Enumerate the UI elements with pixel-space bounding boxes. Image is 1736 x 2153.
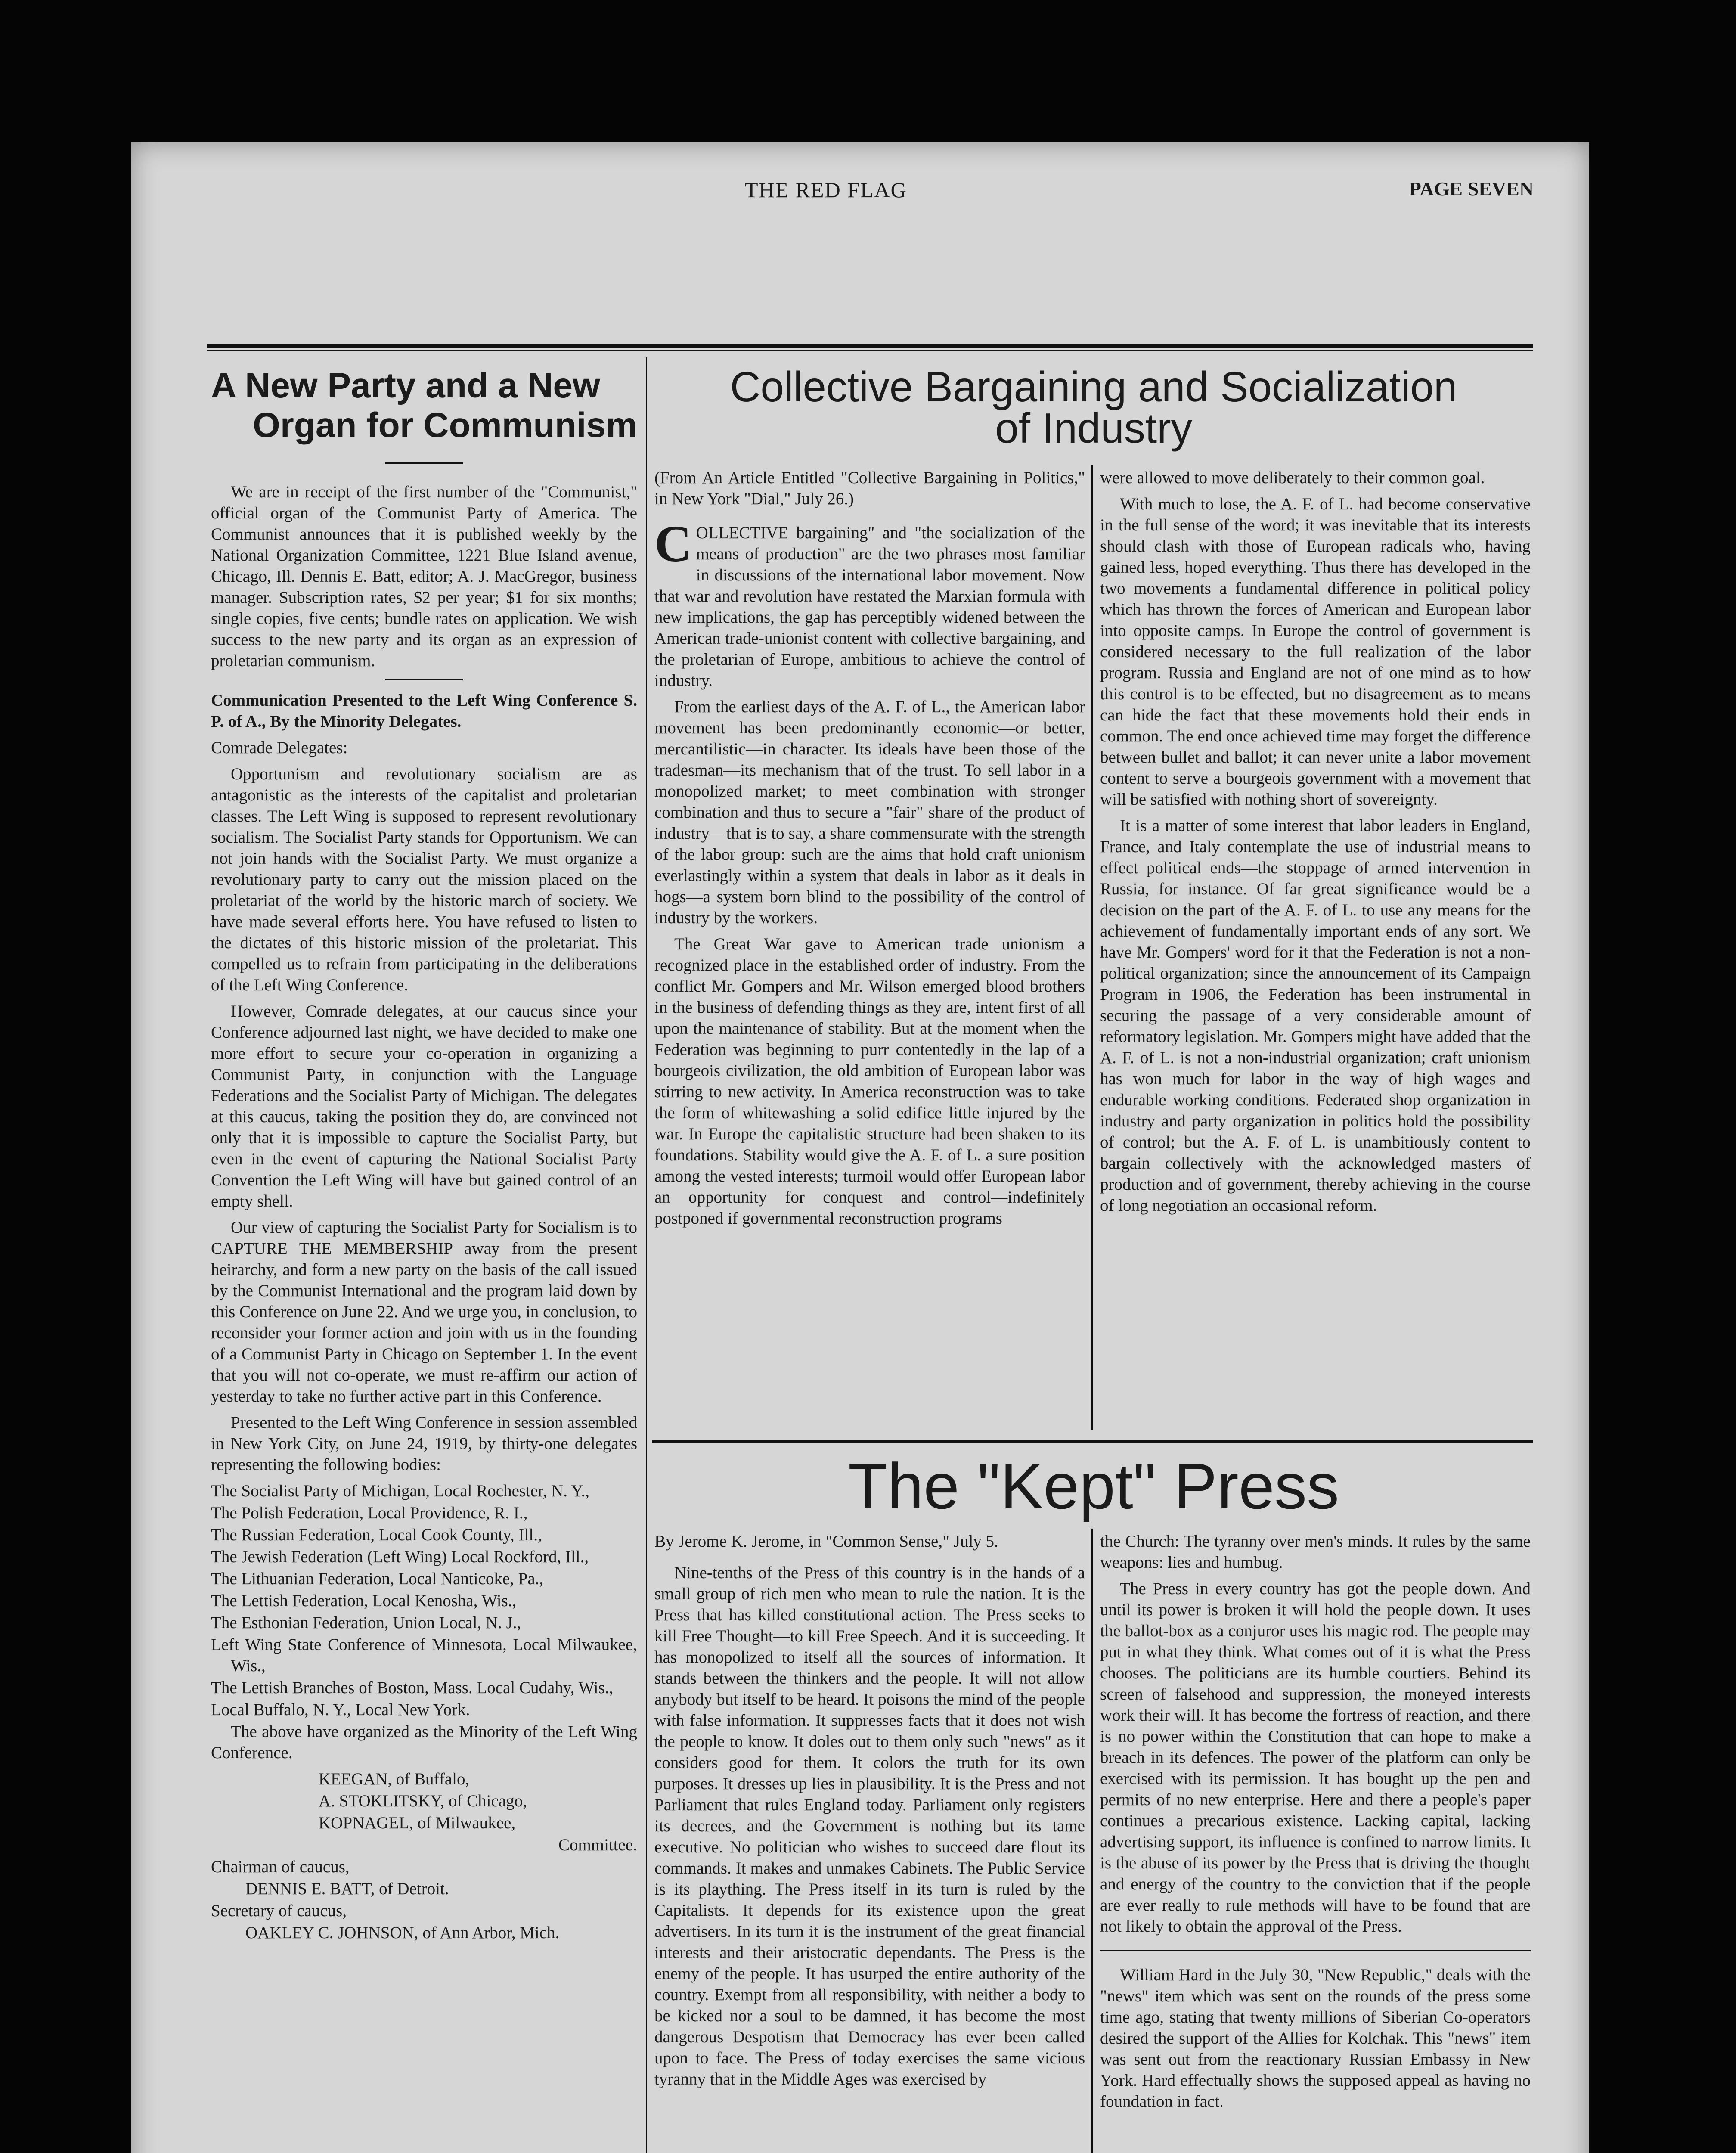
kept-column-1 <box>654 1531 1085 2095</box>
kept-paragraph-3: The Press in every country has got the people down. And until its power is broken it will hold the people down. It uses the ballot-box as a conjuror uses his magic rod. The people may put in what they think. What comes out of it is what the Press chooses. The politicians are its humble courtiers. Behind its screen of falsehood and suppression, the moneyed interests work their will. It has become the fortress of reaction, and there is no power within the Constitution that can hope to make a breach in its defences. The power of the platform can only be exercised with its permission. It has bought up the pen and permits of no new enterprise. Here and there a people's paper continues a precarious existence. Lacking capital, lacking advertising support, its influence is confined to narrow limits. It is the abuse of its power by the Press that is driving the thought and energy of the country to the conviction that if the people are ever really to rule methods will have to be found that are not likely to obtain the approval of the Press. <box>1100 1579 1531 1936</box>
list-item: The Lettish Branches of Boston, Mass. Local Cudahy, Wis., <box>211 1678 614 1697</box>
list-item: The Socialist Party of Michigan, Local Rochester, N. Y., <box>211 1482 590 1500</box>
bodies-list <box>211 1480 637 1720</box>
intro-paragraph: We are in receipt of the first number of the "Communist," official organ of the Communist Party of America. The Communist announces that it is published weekly by the National Organization Committee, 1221 Blue Island avenue, Chicago, Ill. Dennis E. Batt, editor; A. J. MacGregor, business manager. Subscription rates, $2 per year; $1 for six months; single copies, five cents; bundle rates on application. We wish success to the new party and its organ as an expression of proletarian communism. <box>211 483 637 670</box>
list-item: The Jewish Federation (Left Wing) Local Rockford, Ill., <box>211 1548 589 1566</box>
left-headline-line2: Organ for Communism <box>253 406 637 445</box>
collective-column-1 <box>654 467 1085 1234</box>
header-rule <box>207 344 1533 348</box>
collective-headline <box>654 363 1533 452</box>
left-headline-line1: A New Party and a New <box>211 366 600 405</box>
list-item: Left Wing State Conference of Minnesota, Local Milwaukee, Wis., <box>211 1635 637 1675</box>
signature-line: A. STOKLITSKY, of Chicago, <box>319 1792 527 1810</box>
signature-line: KOPNAGEL, of Milwaukee, <box>319 1814 516 1832</box>
communication-paragraph-1: Opportunism and revolutionary socialism are as antagonistic as the interests of the capitalist and proletarian classes. The Left Wing is supposed to represent revolutionary socialism. The Socialist Party stands for Opportunism. We can not join hands with the Socialist Party. We must organize a revolutionary party to carry out the mission placed on the proletariat of the world by the historic march of society. We have made several efforts here. You have refused to listen to the dictates of this historic mission of the proletariat. This compelled us to refrain from participating in the deliberations of the Left Wing Conference. <box>211 765 637 994</box>
minority-statement: The above have organized as the Minority of the Left Wing Conference. <box>211 1722 637 1762</box>
kept-press-headline: The "Kept" Press <box>848 1450 1339 1522</box>
page-number: PAGE SEVEN <box>1409 178 1534 200</box>
list-item: The Russian Federation, Local Cook County, Ill., <box>211 1526 542 1544</box>
collective-paragraph-6: It is a matter of some interest that labor leaders in England, France, and Italy contemplate the use of industrial means to effect political ends—the stoppage of armed intervention in Russia, for instance. Of far great significance would be a decision on the part of the A. F. of L. to use any means for the achievement of fundamentally important ends of any sort. We have Mr. Gompers' word for it that the Federation is not a non-political organization; since the announcement of its Campaign Program in 1906, the Federation has been instrumental in securing the passage of a very considerable amount of reformatory legislation. Mr. Gompers might have added that the A. F. of L. is not a non-industrial organization; craft unionism has won much for labor in the way of high wages and endurable working conditions. Federated shop organization in industry and party organization in politics hold the possibility of control; but the A. F. of L. is unambitiously content to bargain collectively with the acknowledged masters of production and of government, thereby achieving in the course of long negotiation an occasional reform. <box>1100 816 1531 1215</box>
kept-rule <box>1100 1950 1531 1951</box>
caucus-officers <box>211 1856 637 1943</box>
communication-paragraph-2: However, Comrade delegates, at our caucus since your Conference adjourned last night, we have decided to make one more effort to secure your co-operation in organizing a Communist Party, in conjunction with the Language Federations and the Socialist Party of Michigan. The delegates at this caucus, taking the position they do, are convinced not only that it is impossible to capture the Socialist Party, but even in the event of capturing the National Socialist Party Convention the Left Wing will have but gained control of an empty shell. <box>211 1002 637 1210</box>
section-rule <box>652 1440 1533 1443</box>
list-item: The Polish Federation, Local Providence, R. I., <box>211 1504 528 1522</box>
communication-subhead: Communication Presented to the Left Wing Conference S. P. of A., By the Minority Delegates. <box>211 691 637 731</box>
drop-cap: C <box>654 515 692 572</box>
collective-headline-line1: Collective Bargaining and Socialization <box>730 363 1457 410</box>
collective-paragraph-2: From the earliest days of the A. F. of L., the American labor movement has been predominantly economic—or better, mercantilistic—in character. Its ideals have been those of the tradesman—its mechanism that of the trust. To sell labor in a monopolized market; to meet combination with stronger combination and thus to secure a "fair" share of the product of industry—that is to say, a share commensurate with the strength of the labor group: such are the aims that hold craft unionism everlastingly within a system that deals in labor as it deals in hogs—a system born blind to the possibility of the control of industry by the workers. <box>654 698 1085 927</box>
signature-line: KEEGAN, of Buffalo, <box>319 1770 470 1788</box>
collective-paragraph-4: were allowed to move deliberately to their common goal. <box>1100 468 1485 487</box>
header-rule-thin <box>207 350 1533 351</box>
salutation: Comrade Delegates: <box>211 738 348 757</box>
kept-paragraph-2: the Church: The tyranny over men's minds. It rules by the same weapons: lies and humbug. <box>1100 1532 1531 1572</box>
secretary-label: Secretary of caucus, <box>211 1902 347 1920</box>
list-item: Local Buffalo, N. Y., Local New York. <box>211 1700 470 1719</box>
kept-paragraph-1: Nine-tenths of the Press of this country is in the hands of a small group of rich men who mean to rule the nation. It is the Press that has killed constitutional action. The Press seeks to kill Free Thought—to kill Free Speech. And it is succeeding. It has monopolized to itself all the sources of information. It stands between the thinkers and the people. It will not allow anybody but itself to be heard. It poisons the mind of the people with false information. It suppresses facts that it does not wish the people to know. It doles out to them only such "news" as it considers good for them. It colors the truth for its own purposes. It dresses up lies in plausibility. It is the Press and not Parliament that rules England today. Parliament only registers its decrees, and the Government is nothing but its tame executive. No politician who wishes to succeed dare flout its commands. It makes and unmakes Cabinets. The Public Service is its plaything. The Press itself in its turn is ruled by the Capitalists. It depends for its existence upon the great advertisers. In its turn it is the instrument of the great financial interests and their aristocratic dependants. The Press is the enemy of the people. It has usurped the entire authority of the country. Exempt from all responsibility, with neither a body to be kicked nor a soul to be damned, it has become the most dangerous Despotism that Democracy has ever been called upon to face. The Press of today exercises the same vicious tyranny that in the Middle Ages was exercised by <box>654 1564 1085 2088</box>
communication-paragraph-4: Presented to the Left Wing Conference in session assembled in New York City, on June 24, 1919, by thirty-one delegates representing the following bodies: <box>211 1413 637 1474</box>
masthead-title: THE RED FLAG <box>745 178 907 202</box>
kept-paragraph-4: William Hard in the July 30, "New Republic," deals with the "news" item which was sent on the rounds of the press some time ago, stating that twenty millions of Siberian Co-operators desired the support of the Allies for Kolchak. This "news" item was sent out from the reactionary Russian Embassy in New York. Hard effectually shows the supposed appeal as having no foundation in fact. <box>1100 1966 1531 2111</box>
list-item: The Lettish Federation, Local Kenosha, Wis., <box>211 1591 517 1610</box>
chair-name: DENNIS E. BATT, of Detroit. <box>245 1880 449 1898</box>
collective-column-2 <box>1100 467 1531 1221</box>
column-divider-left <box>646 357 647 2153</box>
headline-rule <box>385 462 463 464</box>
page-header <box>82 177 1534 203</box>
collective-paragraph-5: With much to lose, the A. F. of L. had become conservative in the full sense of the word; it was inevitable that its interests should clash with those of European radicals who, having gained less, hoped everything. Thus there has developed in the two movements a fundamental difference in political policy which has thrown the forces of American and European labor into opposite camps. In Europe the control of government is considered necessary to the full realization of the labor program. Russia and England are not of one mind as to how this control is to be effected, but no disagreement as to means can hide the fact that these movements hold their ends in common. The end once achieved time may forget the difference between bullet and ballot; it can never unite a labor movement content to serve a bourgeois government with a movement that will be satisfied with nothing short of sovereignty. <box>1100 495 1531 809</box>
committee-signatures <box>211 1768 637 1855</box>
collective-headline-line2: of Industry <box>995 404 1192 452</box>
list-item: The Lithuanian Federation, Local Nanticoke, Pa., <box>211 1570 544 1588</box>
intro-rule <box>385 679 463 680</box>
signature-line: Committee. <box>558 1836 637 1854</box>
collective-paragraph-1: COLLECTIVE bargaining" and "the socialization of the means of production" are the two phrases most familiar in discussions of the international labor movement. Now that war and revolution have restated the Marxian formula with new implications, the gap has perceptibly widened between the American trade-unionist content with collective bargaining, and the proletarian of Europe, ambitious to achieve the control of industry. <box>654 515 1085 690</box>
article-source: (From An Article Entitled "Collective Bargaining in Politics," in New York "Dial," July 26.) <box>654 468 1085 508</box>
collective-paragraph-3: The Great War gave to American trade unionism a recognized place in the established order of industry. From the conflict Mr. Gompers and Mr. Wilson emerged blood brothers in the business of defending things as they are, intent first of all upon the maintenance of stability. But at the moment when the Federation was beginning to purr contentedly in the lap of a bourgeois civilization, the old ambition of European labor was stirring to new activity. In America reconstruction was to take the form of whitewashing a solid edifice little injured by the war. In Europe the capitalistic structure had been shaken to its foundations. Stability would give the A. F. of L. a sure position among the vested interests; turmoil would offer European labor an opportunity for conquest and control—indefinitely postponed if governmental reconstruction programs <box>654 935 1085 1228</box>
kept-byline: By Jerome K. Jerome, in "Common Sense," July 5. <box>654 1532 998 1551</box>
chair-label: Chairman of caucus, <box>211 1858 350 1876</box>
communication-paragraph-3: Our view of capturing the Socialist Party for Socialism is to CAPTURE THE MEMBERSHIP away from the present heirarchy, and form a new party on the basis of the call issued by the Communist International and the program laid down by this Conference on June 22. And we urge you, in conclusion, to reconsider your former action and join with us in the founding of a Communist Party in Chicago on September 1. In the event that you will not co-operate, we must re-affirm our action of yesterday to take no further active part in this Conference. <box>211 1218 637 1405</box>
list-item: The Esthonian Federation, Union Local, N. J., <box>211 1613 521 1632</box>
left-column <box>211 366 637 1944</box>
kept-column-2 <box>1100 1531 1531 2117</box>
kept-divider <box>1091 1529 1093 2153</box>
column-divider-right <box>1091 465 1093 1430</box>
secretary-name: OAKLEY C. JOHNSON, of Ann Arbor, Mich. <box>245 1923 560 1942</box>
